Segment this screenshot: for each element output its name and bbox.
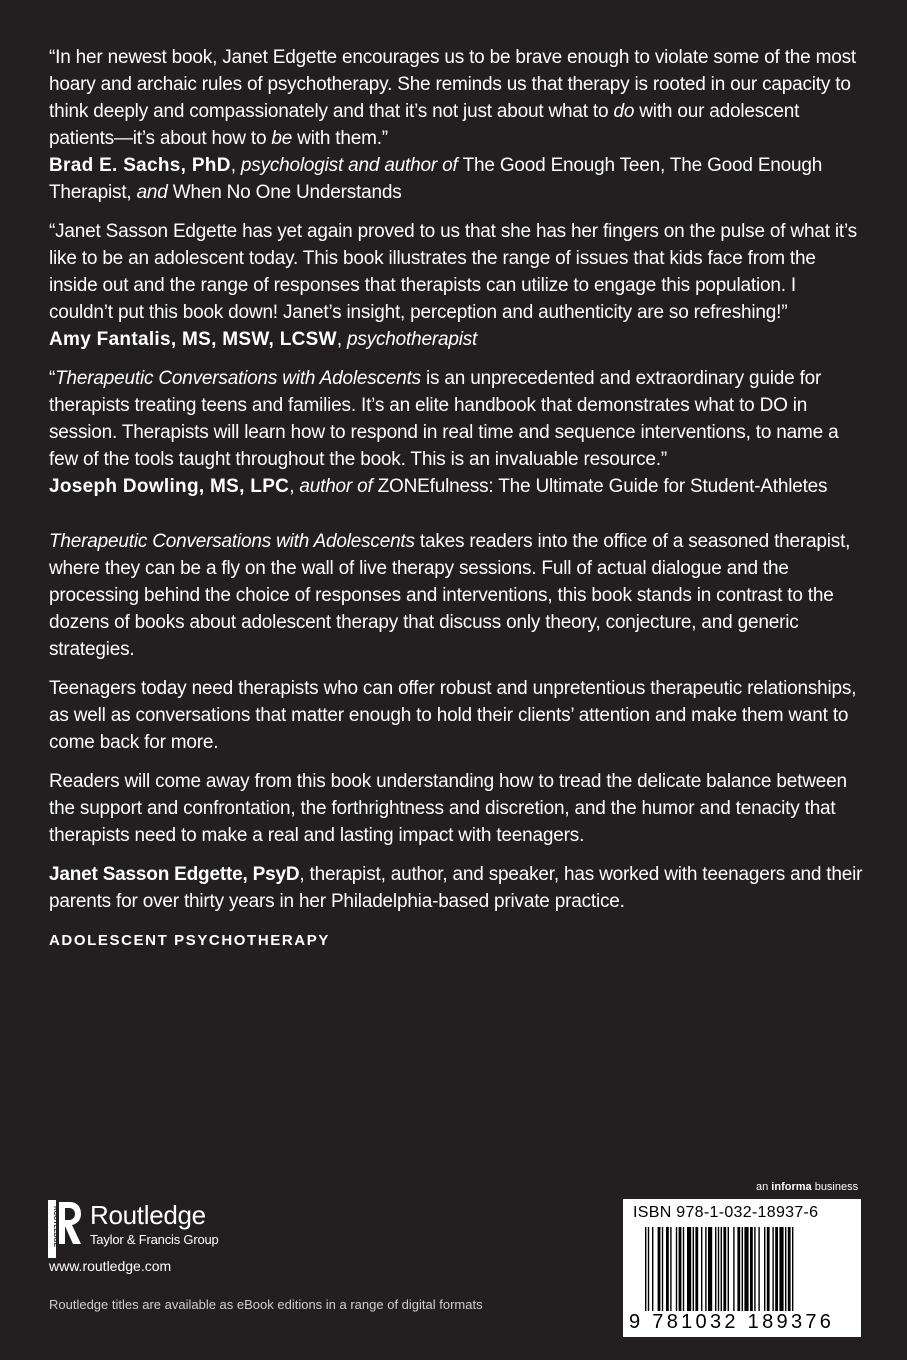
description (49, 528, 864, 849)
back-cover-text (49, 44, 864, 954)
endorsement-quote (49, 218, 864, 353)
quote-attribution: Brad E. Sachs, PhD, psychologist and author of The Good Enough Teen, The Good Enough Therapist, and When No One Understands (49, 155, 823, 203)
barcode-bar (723, 1227, 726, 1311)
barcode-bar (715, 1227, 716, 1311)
barcode (623, 1199, 861, 1337)
ean-digits: 9 781032 189376 (629, 1311, 835, 1333)
barcode-bar (693, 1227, 694, 1311)
barcode-bar (721, 1227, 722, 1311)
barcode-bar (708, 1227, 712, 1311)
barcode-bar (792, 1227, 793, 1311)
author-bio-text: , therapist, author, and speaker, has worked with teenagers and their parents for over thirty years in her Philadelphia-based private practice. (49, 864, 863, 912)
barcode-bar (658, 1227, 661, 1311)
barcode-bar (775, 1227, 778, 1311)
barcode-bar (772, 1227, 773, 1311)
endorsements (49, 44, 864, 500)
publisher-logo (48, 1200, 219, 1258)
barcode-bar (754, 1227, 755, 1311)
barcode-bar (648, 1227, 649, 1311)
publisher-url[interactable]: www.routledge.com (49, 1258, 172, 1274)
barcode-bar (733, 1227, 734, 1311)
barcode-bar (744, 1227, 748, 1311)
barcode-bar (737, 1227, 740, 1311)
quote-text: “Therapeutic Conversations with Adolescents is an unprecedented and extraordinary guide for therapists treating teens and families. It’s an elite handbook that demonstrates what to DO in session. Therapists will learn how to respond in real time and sequence interventions, to name a few of the tools taught throughout the book. This is an invaluable resource.” (49, 368, 839, 470)
barcode-bar (705, 1227, 706, 1311)
routledge-logo-icon (48, 1200, 82, 1258)
barcode-bar (701, 1227, 702, 1311)
description-paragraph: Readers will come away from this book understanding how to tread the delicate balance between the support and confrontation, the forthrightness and discretion, and the humor and tenacity that therapists need to make a real and lasting impact with teenagers. (49, 771, 847, 846)
barcode-bar (662, 1227, 663, 1311)
barcode-bar (750, 1227, 753, 1311)
barcode-bar (788, 1227, 791, 1311)
barcode-bar (679, 1227, 682, 1311)
barcode-bar (728, 1227, 729, 1311)
barcode-bars (645, 1227, 845, 1313)
barcode-bar (767, 1227, 770, 1311)
barcode-bar (683, 1227, 684, 1311)
barcode-bar (764, 1227, 765, 1311)
barcode-bar (666, 1227, 669, 1311)
isbn-label: ISBN 978-1-032-18937-6 (633, 1204, 819, 1221)
quote-text: “Janet Sasson Edgette has yet again proved to us that she has her fingers on the pulse of what it’s like to be an adolescent today. This book illustrates the range of issues that kids face from the inside out and the range of responses that therapists can utilize to engage this population. I couldn’t put this book down! Janet’s insight, perception and authenticity are so refreshing!” (49, 221, 857, 323)
author-name: Janet Sasson Edgette, PsyD (49, 864, 300, 885)
barcode-bar (742, 1227, 743, 1311)
category-label: ADOLESCENT PSYCHOTHERAPY (49, 932, 330, 949)
quote-text: “In her newest book, Janet Edgette encourages us to be brave enough to violate some of the most hoary and archaic rules of psychotherapy. She reminds us that therapy is rooted in our capacity to think deeply and compassionately and that it’s not just about what to do with our adolescent patients—it’s about how to be with them.” (49, 47, 856, 149)
barcode-bar (676, 1227, 677, 1311)
endorsement-quote (49, 44, 864, 206)
logo-vertical-text: ROUTLEDGE (51, 1206, 59, 1247)
publisher-name: Routledge (90, 1200, 206, 1230)
barcode-bar (645, 1227, 646, 1311)
ebook-note: Routledge titles are available as eBook editions in a range of digital formats (49, 1297, 483, 1312)
author-bio (49, 861, 864, 915)
barcode-bar (779, 1227, 783, 1311)
publisher-group: Taylor & Francis Group (90, 1232, 219, 1247)
barcode-bar (695, 1227, 698, 1311)
description-paragraph: Therapeutic Conversations with Adolescents takes readers into the office of a seasoned therapist, where they can be a fly on the wall of live therapy sessions. Full of actual dialogue and the processing behind the choice of responses and interventions, this book stands in contrast to the dozens of books about adolescent therapy that discuss only theory, conjecture, and generic strategies. (49, 531, 851, 660)
barcode-bar (670, 1227, 671, 1311)
barcode-bar (652, 1227, 653, 1311)
barcode-bar (785, 1227, 786, 1311)
informa-business-tag: an informa business (756, 1181, 859, 1193)
quote-attribution: Joseph Dowling, MS, LPC, author of ZONEfulness: The Ultimate Guide for Student-Athletes (49, 476, 828, 497)
quote-attribution: Amy Fantalis, MS, MSW, LCSW, psychotherapist (49, 329, 478, 350)
description-paragraph: Teenagers today need therapists who can offer robust and unpretentious therapeutic relationships, as well as conversations that matter enough to hold their clients’ attention and make them want to come back for more. (49, 678, 857, 753)
barcode-bar (758, 1227, 759, 1311)
barcode-bar (687, 1227, 691, 1311)
endorsement-quote (49, 365, 864, 500)
barcode-bar (718, 1227, 719, 1311)
